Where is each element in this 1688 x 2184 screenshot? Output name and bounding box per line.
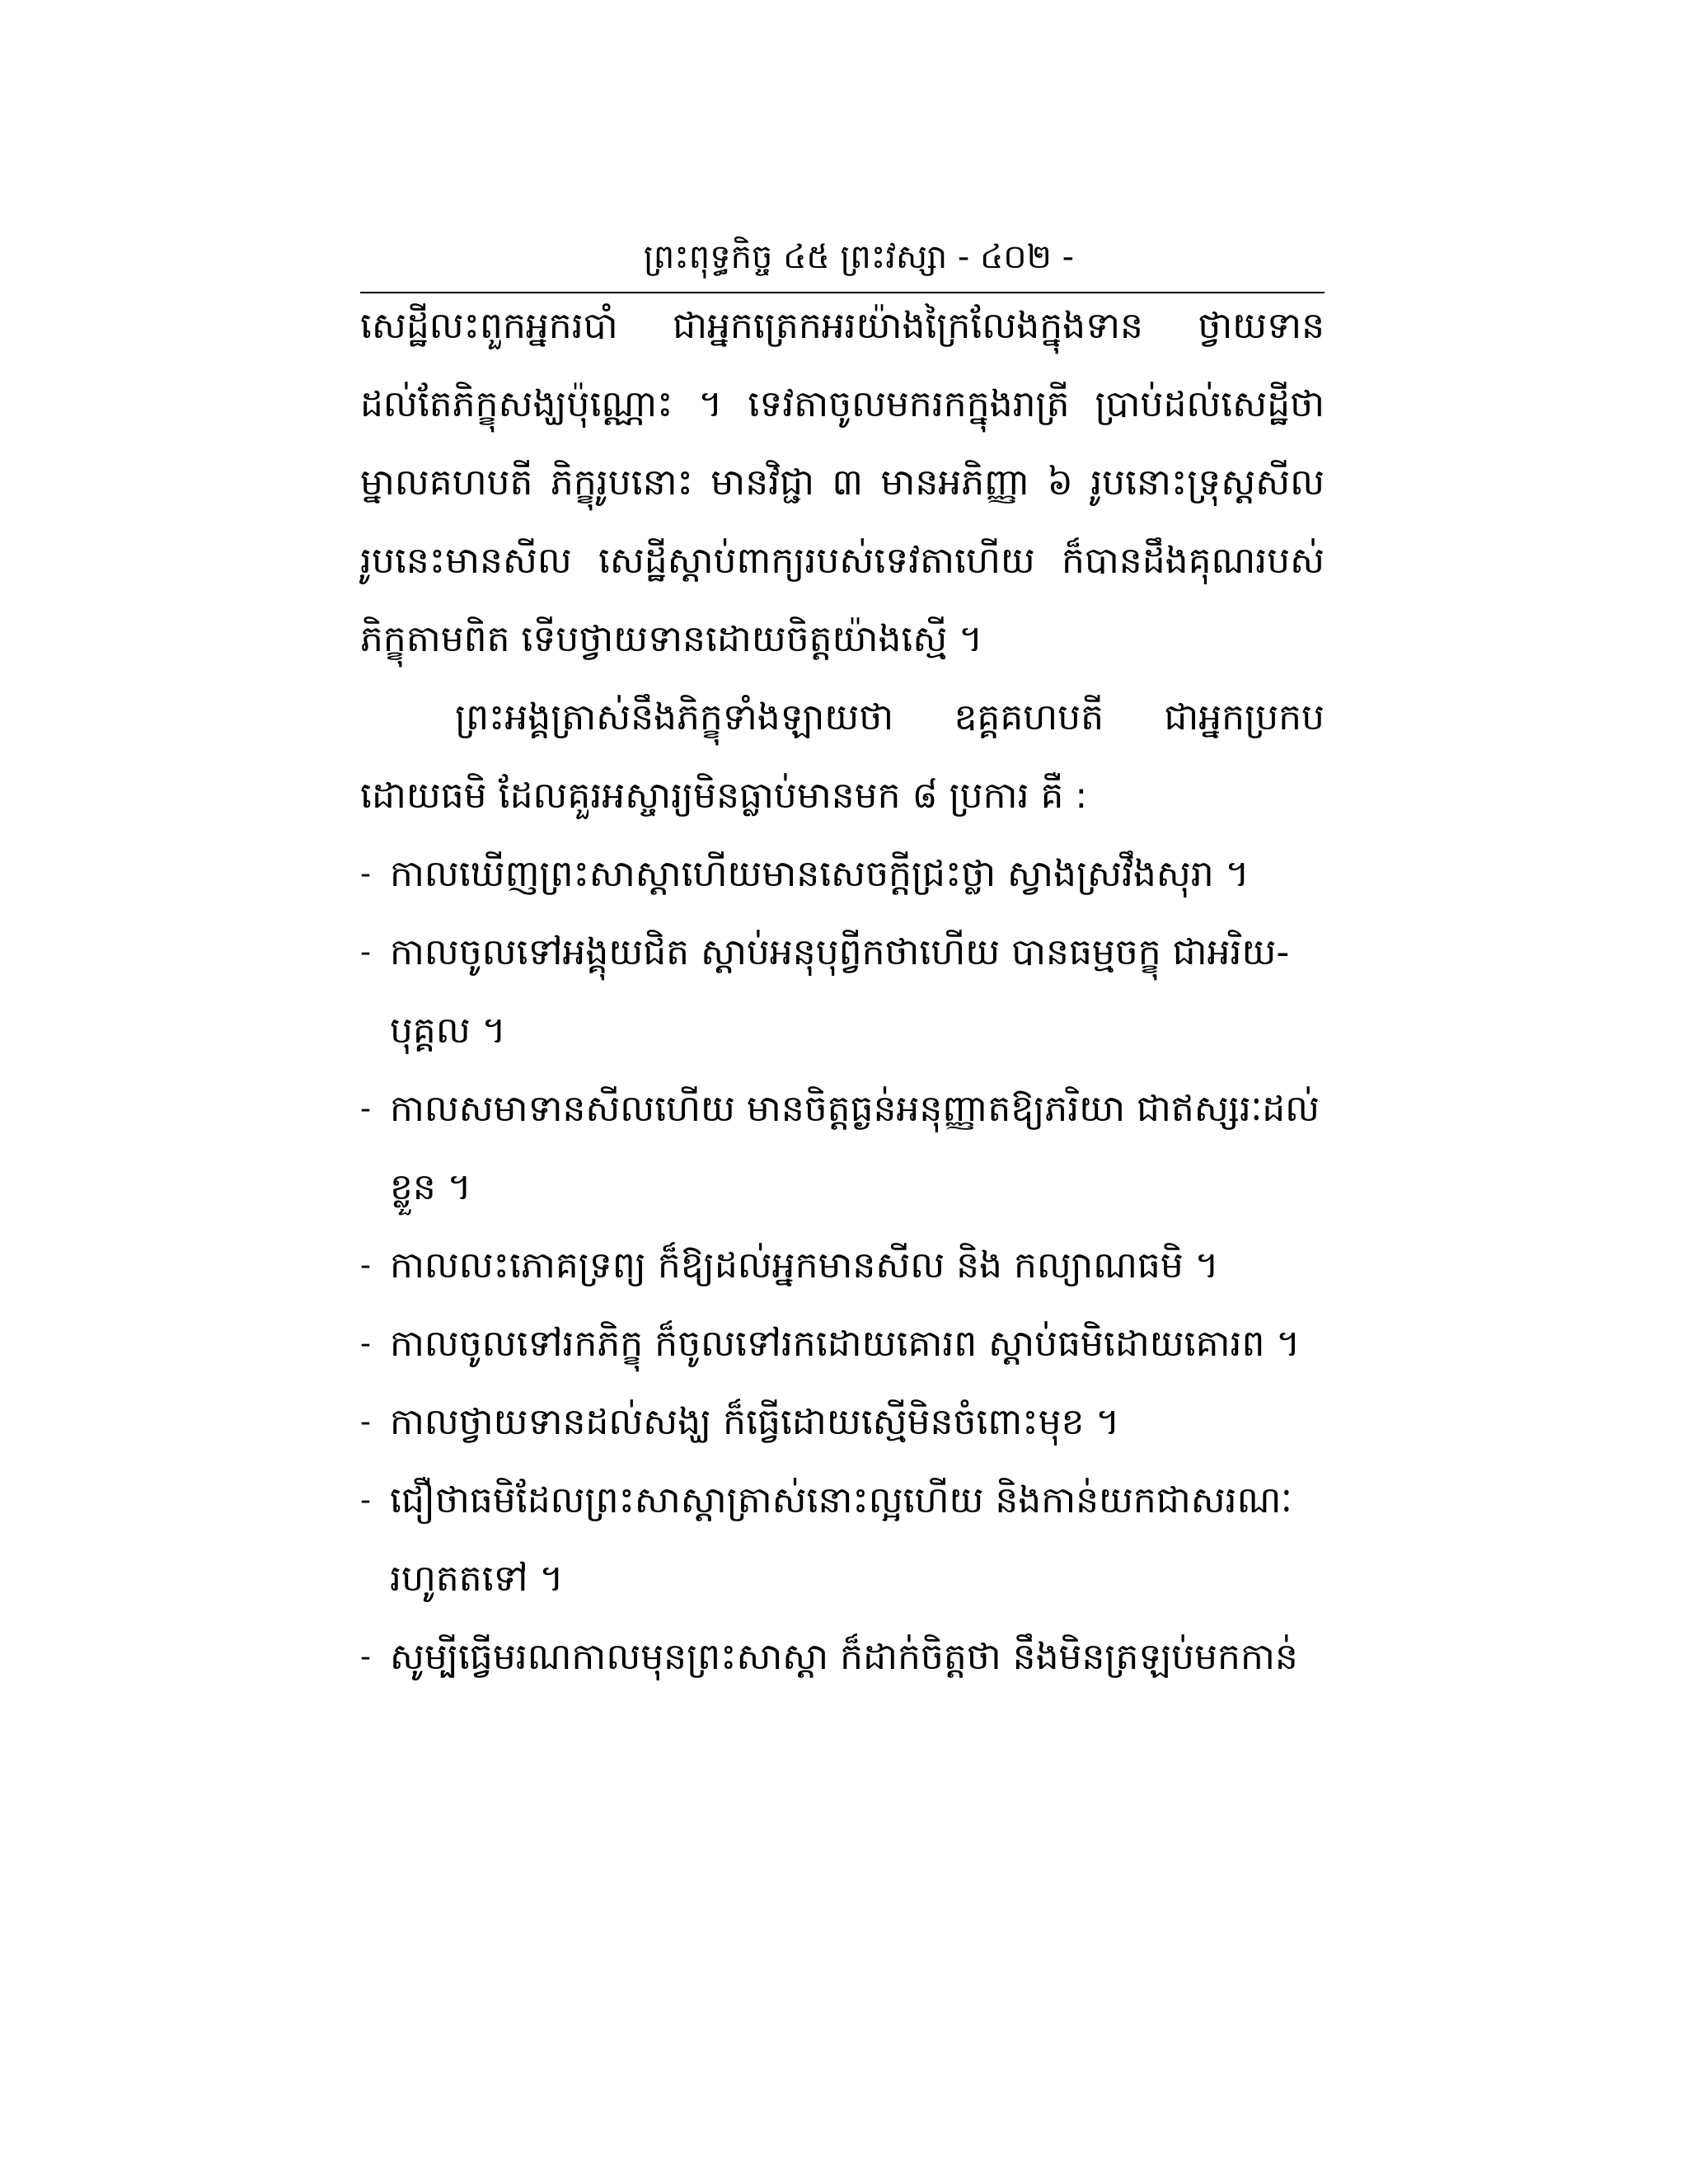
list-item-text: កាលចូលទៅអង្គុយជិត ស្តាប់អនុបុព្វីកថាហើយ បានធម្មចក្ខុ ជាអរិយ-បុគ្គល ។ — [390, 931, 1290, 1052]
paragraph-1: សេដ្ឋីលះពួកអ្នករបាំ ជាអ្នកត្រេកអរយ៉ាងក្រៃលែងក្នុងទាន ថ្វាយទានដល់តែភិក្ខុសង្ឃប៉ុណ្ណោះ ។ ទេវតាចូលមករកក្នុងរាត្រី ប្រាប់ដល់សេដ្ឋីថា ម្នាលគហបតី ភិក្ខុរូបនោះ មានវិជ្ជា ៣ មានអភិញ្ញា ៦ រូបនោះទ្រុស្តសីល រូបនេះមានសីល សេដ្ឋីស្តាប់ពាក្យរបស់ទេវតាហើយ ក៏បានដឹងគុណរបស់ភិក្ខុតាមពិត ទើបថ្វាយទានដោយចិត្តយ៉ាងស្មើ ។ — [360, 305, 1325, 660]
list-item — [360, 1618, 1325, 1696]
document-page — [360, 231, 1325, 1696]
list-item-text: កាលថ្វាយទានដល់សង្ឃ ក៏ធ្វើដោយស្មើមិនចំពោះមុខ ។ — [390, 1401, 1120, 1443]
bullet-mark: - — [360, 1249, 371, 1282]
list-item — [360, 1305, 1325, 1383]
list-item — [360, 1226, 1325, 1305]
bullet-mark: - — [360, 1092, 371, 1126]
bullet-mark: - — [360, 1327, 371, 1361]
list-item-text: សូម្បីធ្វើមរណកាលមុនព្រះសាស្តា ក៏ដាក់ចិត្តថា នឹងមិនត្រឡប់មកកាន់ — [390, 1636, 1298, 1678]
list-item — [360, 835, 1325, 913]
paragraph-2: ព្រះអង្គត្រាស់នឹងភិក្ខុទាំងឡាយថា ឧគ្គគហបតី ជាអ្នកប្រកបដោយធមិ ដែលគួរអស្ចារ្យមិនធ្លាប់មានមក ៨ ប្រការ គឺ : — [360, 696, 1325, 817]
list-item-text: កាលសមាទានសីលហើយ មានចិត្តធ្ងន់អនុញ្ញាតឱ្យភរិយា ជាឥស្សរៈដល់ខ្លួន ។ — [390, 1088, 1320, 1208]
bullet-mark: - — [360, 1640, 371, 1674]
list-item-text: កាលចូលទៅរកភិក្ខុ ក៏ចូលទៅរកដោយគោរព ស្តាប់ធមិដោយគោរព ។ — [390, 1323, 1301, 1365]
qualities-list — [360, 835, 1325, 1696]
list-item-text: ជឿថាធមិដែលព្រះសាស្តាត្រាស់នោះល្អហើយ និងកាន់យកជាសរណៈ រហូតតទៅ ។ — [390, 1479, 1292, 1600]
list-item-text: កាលលះភោគទ្រព្យ ក៏ឱ្យដល់អ្នកមានសីល និង កល្យាណធមិ ។ — [390, 1244, 1219, 1286]
bullet-mark: - — [360, 1483, 371, 1517]
list-item-text: កាលឃើញព្រះសាស្តាហើយមានសេចក្តីជ្រះថ្លា ស្វាងស្រវឹងសុរា ។ — [390, 853, 1250, 895]
list-item — [360, 1383, 1325, 1461]
running-header: ព្រះពុទ្ធកិច្ច ៤៥ ព្រះវស្សា - ៤០២ - — [643, 238, 1075, 276]
bullet-mark: - — [360, 935, 371, 969]
bullet-mark: - — [360, 857, 371, 891]
bullet-mark: - — [360, 1405, 371, 1439]
list-item — [360, 1070, 1325, 1226]
list-item — [360, 913, 1325, 1070]
list-item — [360, 1461, 1325, 1618]
